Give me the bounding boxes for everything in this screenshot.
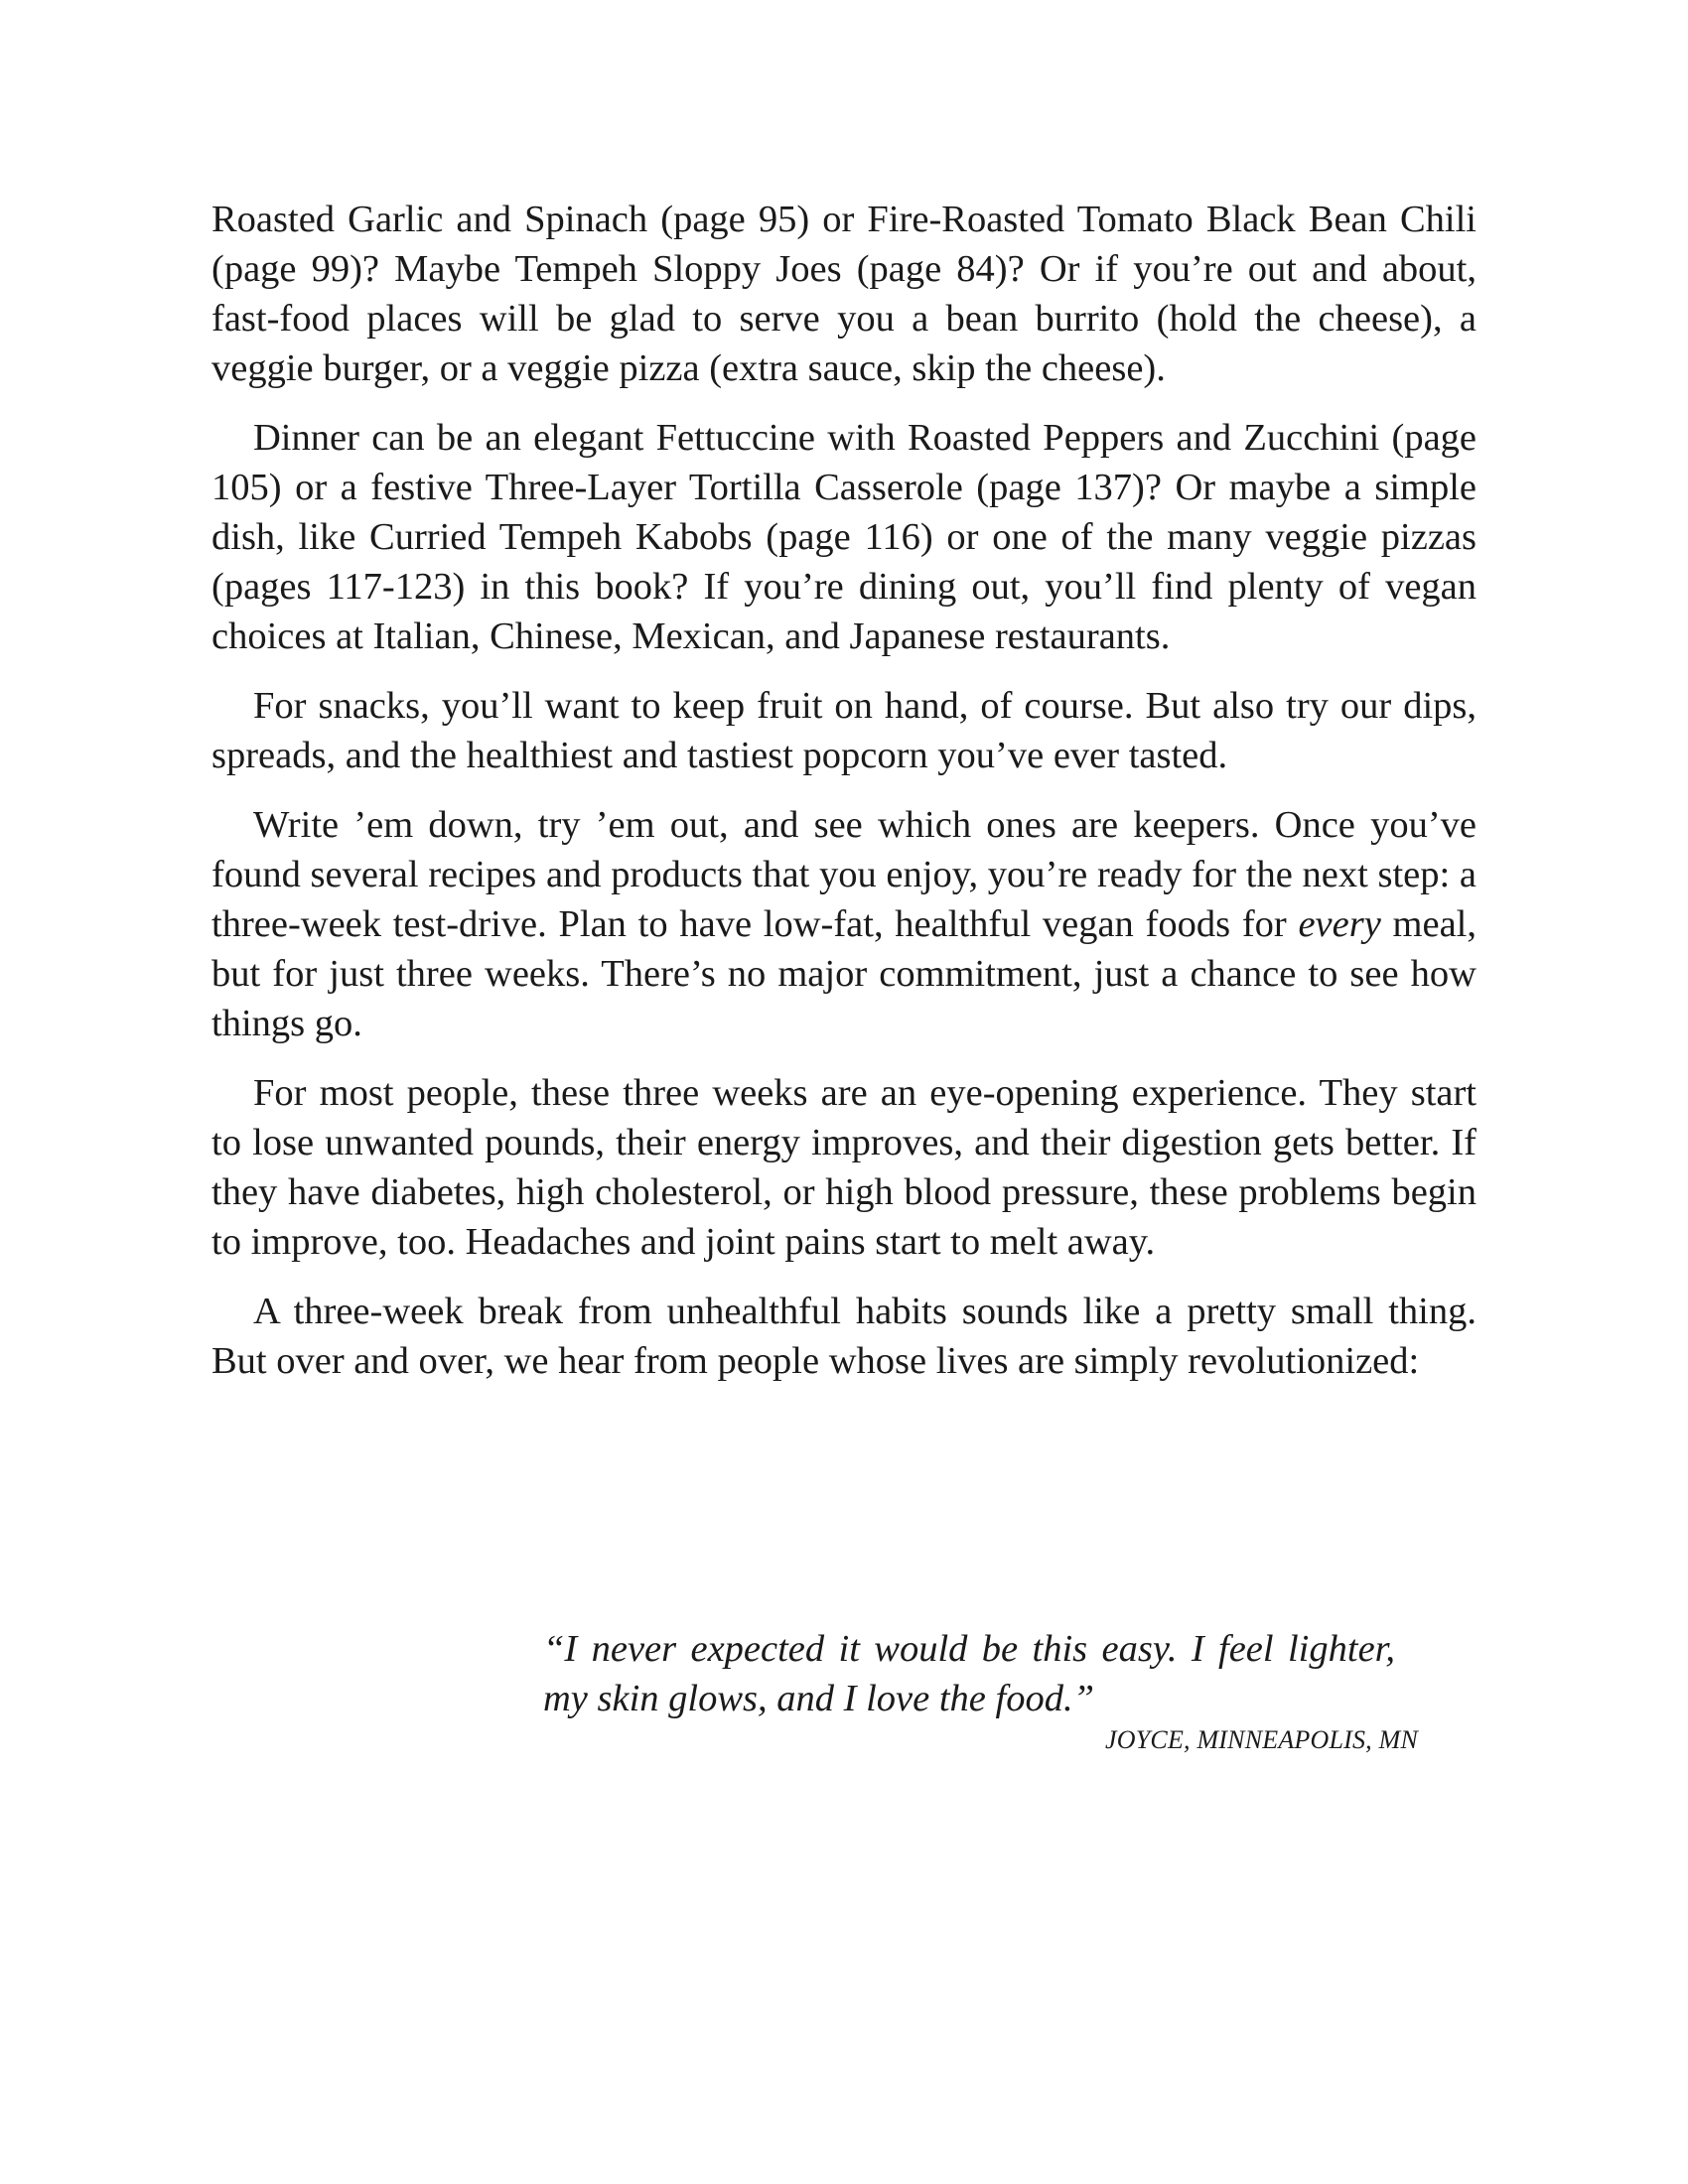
paragraph-test-drive-start: Write ’em down, try ’em out, and see which ones are keepers. Once you’ve found several recipes and products that you enjoy, you’re ready for the next step: a three-week test-drive. Plan to have low-fat, healthful vegan foods for xyxy=(211,804,1477,945)
paragraph-test-drive-end: meal, but for just three weeks. There’s no major commitment, just a chance to see how things go. xyxy=(211,903,1477,1044)
paragraph-test-drive xyxy=(211,800,1477,1048)
paragraph-three-weeks: For most people, these three weeks are an eye-opening experience. They start to lose unwanted pounds, their energy improves, and their digestion gets better. If they have diabetes, high cholesterol, or high blood pressure, these problems begin to improve, too. Headaches and joint pains start to melt away. xyxy=(211,1072,1477,1263)
paragraph-lunch-options: Roasted Garlic and Spinach (page 95) or Fire-Roasted Tomato Black Bean Chili (page 99)? Maybe Tempeh Sloppy Joes (page 84)? Or if you’re out and about, fast-food places will be glad to serve you a bean burrito (hold the cheese), a veggie burger, or a veggie pizza (extra sauce, skip the cheese). xyxy=(211,199,1477,389)
paragraph-dinner-options: Dinner can be an elegant Fettuccine with Roasted Peppers and Zucchini (page 105) or a festive Three-Layer Tortilla Casserole (page 137)? Or maybe a simple dish, like Curried Tempeh Kabobs (page 116) or one of the many veggie pizzas (pages 117-123) in this book? If you’re dining out, you’ll find plenty of vegan choices at Italian, Chinese, Mexican, and Japanese restaurants. xyxy=(211,417,1477,657)
emphasis-every: every xyxy=(1298,903,1381,945)
paragraph-revolutionized: A three-week break from unhealthful habits sounds like a pretty small thing. But over and over, we hear from people whose lives are simply revolutionized: xyxy=(211,1291,1477,1382)
paragraph-snacks: For snacks, you’ll want to keep fruit on hand, of course. But also try our dips, spreads, and the healthiest and tastiest popcorn you’ve ever tasted. xyxy=(211,685,1477,776)
testimonial-attribution: JOYCE, MINNEAPOLIS, MN xyxy=(1105,1725,1418,1754)
testimonial xyxy=(543,1624,1418,1754)
testimonial-quote: “I never expected it would be this easy. I feel lighter, my skin glows, and I love the food.” xyxy=(543,1628,1395,1719)
body-text xyxy=(211,195,1477,1406)
